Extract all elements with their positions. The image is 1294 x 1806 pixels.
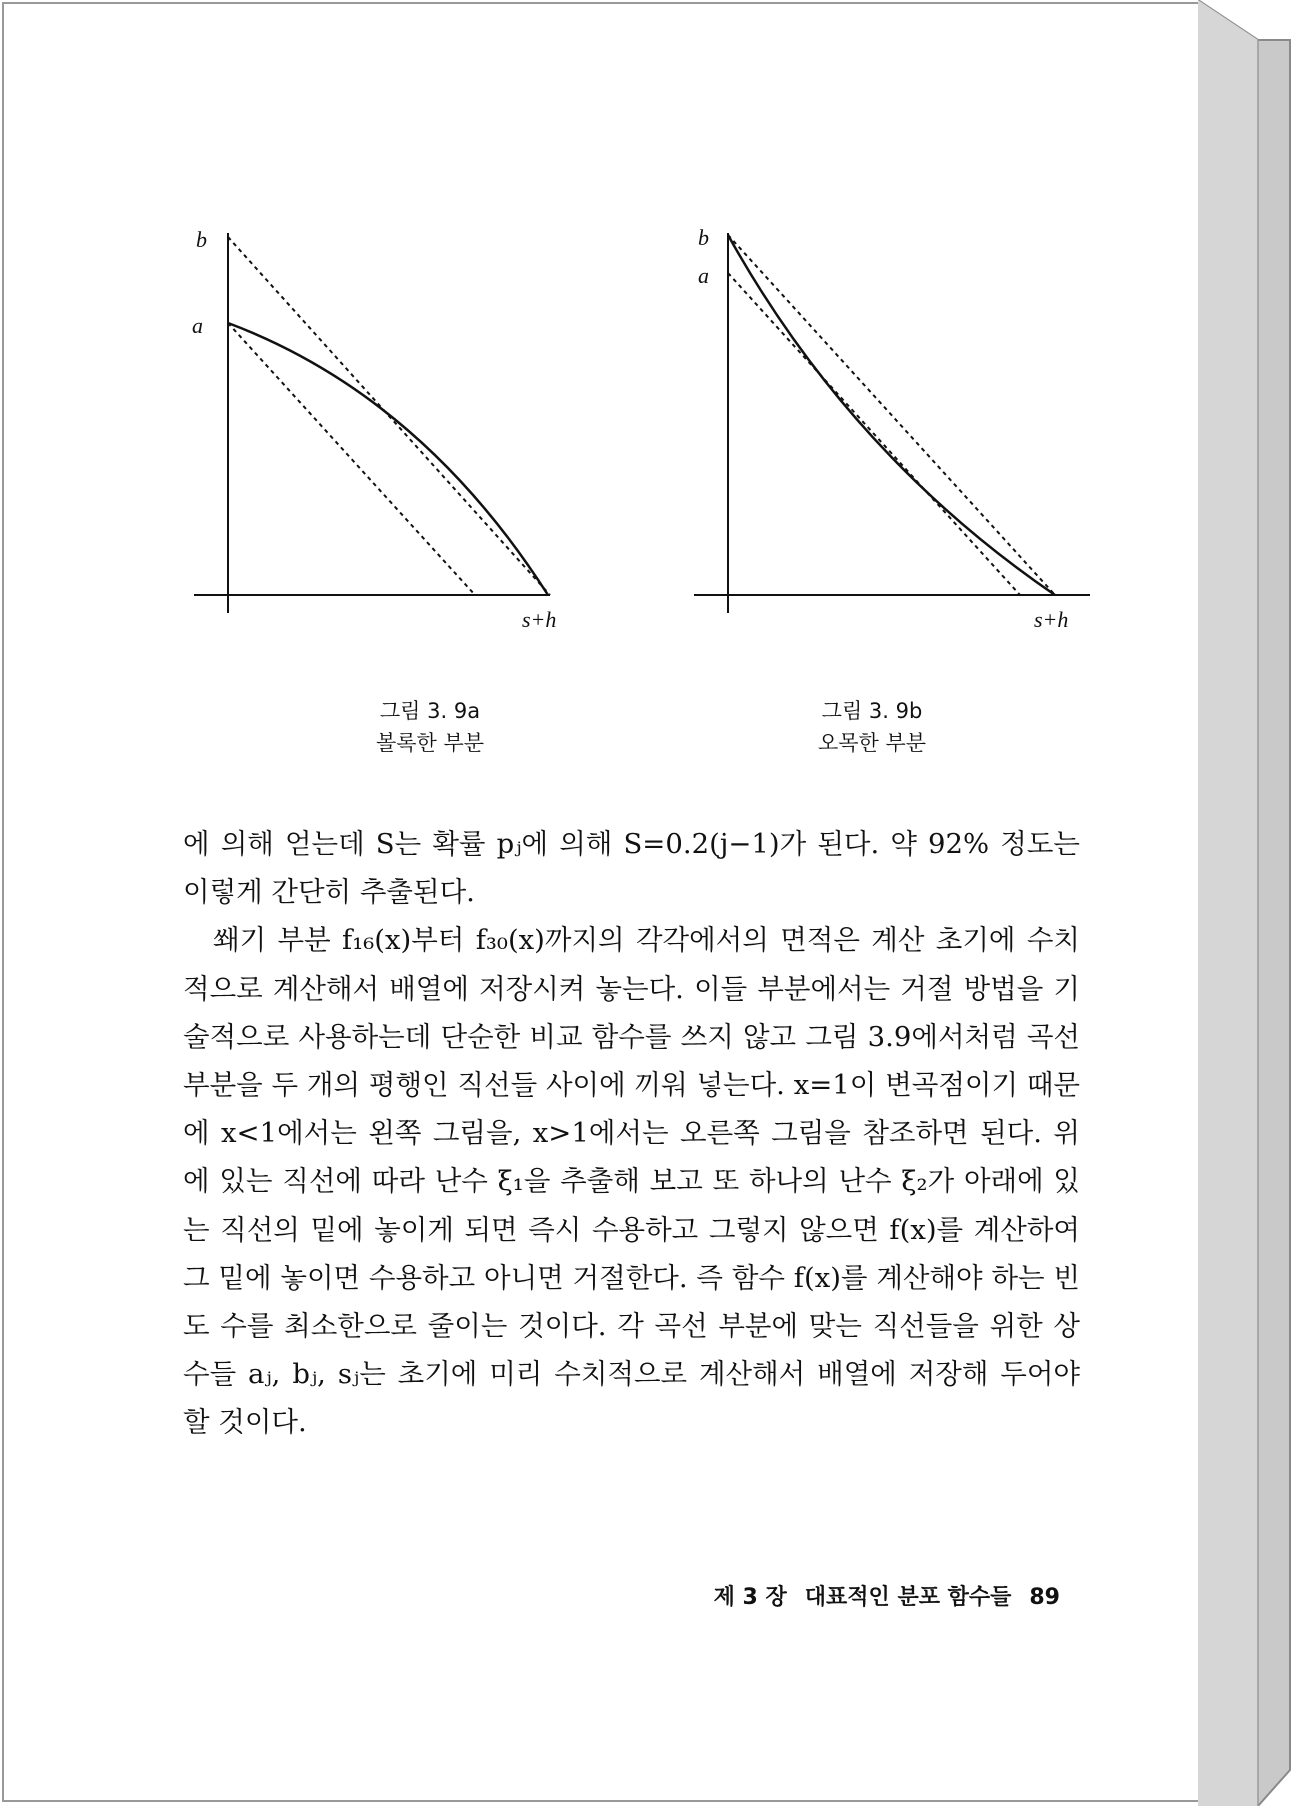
chapter-title: 대표적인 분포 함수들 [804, 1585, 1012, 1610]
figure-3-9a-plot [190, 225, 590, 645]
caption-number: 그림 3. 9a [379, 699, 481, 723]
label-x: s+h [1034, 607, 1069, 632]
caption-title: 볼록한 부분 [375, 731, 485, 755]
book-spine-edge [1198, 0, 1294, 1806]
paragraph: 에 의해 얻는데 S는 확률 pⱼ에 의해 S=0.2(j−1)가 된다. 약 92% 정도는 이렇게 간단히 추출된다. [183, 828, 1080, 909]
figure-3-9b [690, 225, 1100, 645]
label-b: b [698, 225, 709, 250]
running-footer [640, 1580, 1060, 1611]
lower-bound-line [728, 273, 1020, 595]
label-a: a [698, 263, 709, 288]
caption-3-9a [300, 695, 560, 759]
upper-bound-line [728, 235, 1055, 595]
convex-curve [228, 323, 548, 595]
figure-3-9a [190, 225, 590, 645]
body-text [183, 820, 1080, 1447]
label-a: a [192, 313, 203, 338]
paragraph: 쐐기 부분 f₁₆(x)부터 f₃₀(x)까지의 각각에서의 면적은 계산 초기에 수치적으로 계산해서 배열에 저장시켜 놓는다. 이들 부분에서는 거절 방법을 기술적으로 사용하는데 단순한 비교 함수를 쓰지 않고 그림 3.9에서처럼 곡선 부분을 두 개의 평행인 직선들 사이에 끼워 넣는다. x=1이 변곡점이기 때문에 x<1에서는 왼쪽 그림을, x>1에서는 오른쪽 그림을 참조하면 된다. 위에 있는 직선에 따라 난수 ξ₁을 추출해 보고 또 하나의 난수 ξ₂가 아래에 있는 직선의 밑에 놓이게 되면 즉시 수용하고 그렇지 않으면 f(x)를 계산하여 그 밑에 놓이면 수용하고 아니면 거절한다. 즉 함수 f(x)를 계산해야 하는 빈도 수를 최소한으로 줄이는 것이다. 각 곡선 부분에 맞는 직선들을 위한 상수들 aⱼ, bⱼ, sⱼ는 초기에 미리 수치적으로 계산해서 배열에 저장해 두어야 할 것이다. [183, 924, 1080, 1439]
caption-title: 오목한 부분 [817, 731, 927, 755]
chapter-number: 제 3 장 [713, 1585, 787, 1610]
label-x: s+h [522, 607, 557, 632]
caption-number: 그림 3. 9b [821, 699, 923, 723]
caption-3-9b [742, 695, 1002, 759]
label-b: b [196, 227, 207, 252]
page-number: 89 [1029, 1585, 1060, 1610]
figure-3-9b-plot [690, 225, 1100, 645]
